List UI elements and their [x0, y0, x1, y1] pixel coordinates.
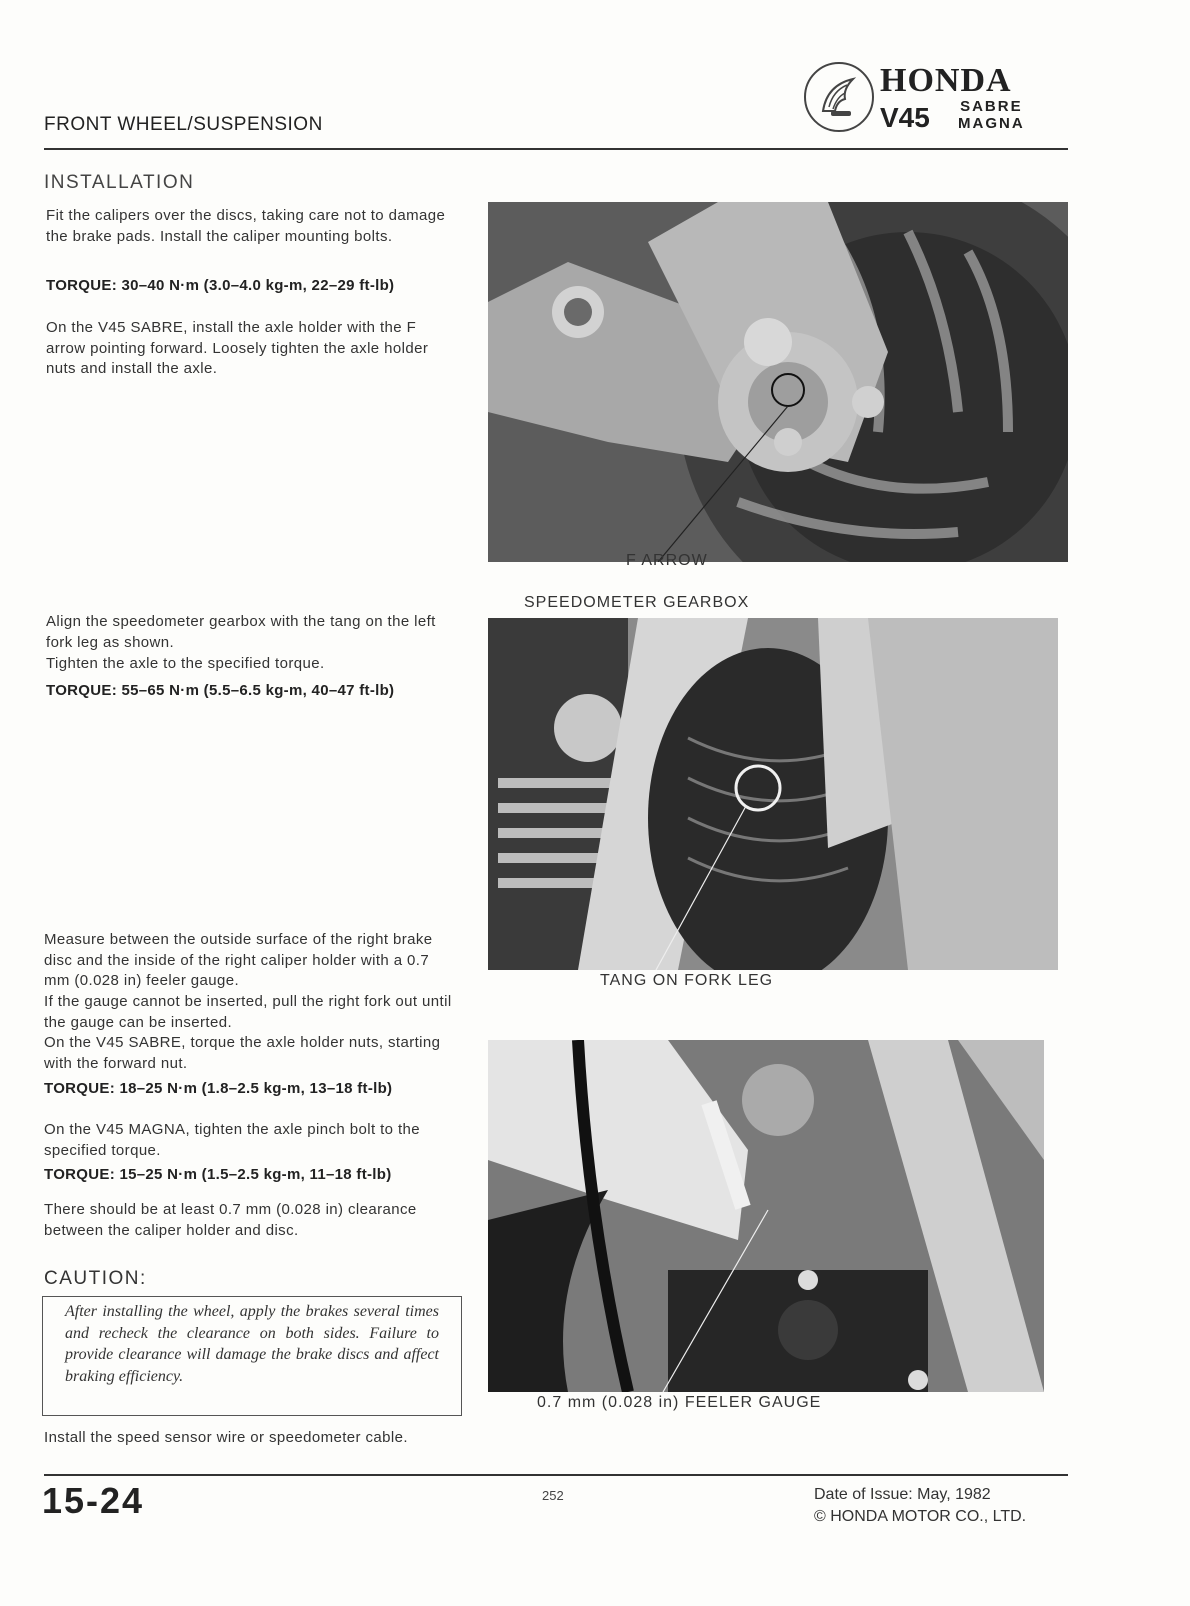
- photo-caliper-axle-holder: [488, 202, 1068, 562]
- photo-feeler-gauge: [488, 1040, 1044, 1392]
- paragraph-speedometer: Align the speedometer gearbox with the tang on the left fork leg as shown.: [46, 613, 436, 651]
- honda-wing-logo-icon: [804, 62, 874, 132]
- variant-magna: MAGNA: [958, 115, 1025, 132]
- caption-speedometer-gearbox: SPEEDOMETER GEARBOX: [524, 594, 750, 611]
- torque-spec-axle: TORQUE: 55–65 N·m (5.5–6.5 kg-m, 40–47 ft-lb): [46, 682, 395, 699]
- paragraph-clearance: There should be at least 0.7 mm (0.028 in) clearance between the caliper holder and disc.: [44, 1201, 417, 1239]
- page-number: 15-24: [42, 1480, 145, 1521]
- brand-name: HONDA: [880, 62, 1012, 99]
- torque-spec-pinch-bolt: TORQUE: 15–25 N·m (1.5–2.5 kg-m, 11–18 ft-lb): [44, 1166, 392, 1183]
- copyright: © HONDA MOTOR CO., LTD.: [814, 1508, 1027, 1525]
- paragraph-axle-holder: On the V45 SABRE, install the axle holder with the F arrow pointing forward. Loosely tighten the axle holder nuts and install the axle.: [46, 319, 429, 377]
- caution-text: After installing the wheel, apply the brakes several times and recheck the clearance on both sides. Failure to provide clearance will damage the brake discs and affect braking efficiency.: [65, 1303, 439, 1385]
- issue-date: Date of Issue: May, 1982: [814, 1486, 991, 1503]
- issue-info: [814, 1484, 1026, 1528]
- header-rule: [44, 148, 1068, 150]
- model-name: V45: [880, 102, 930, 133]
- paragraph-holder-nuts: On the V45 SABRE, torque the axle holder nuts, starting with the forward nut.: [44, 1034, 441, 1072]
- photo-speedometer-gearbox: [488, 618, 1058, 970]
- footer-rule: [44, 1474, 1068, 1476]
- paragraph-pinch-bolt: On the V45 MAGNA, tighten the axle pinch bolt to the specified torque.: [44, 1121, 421, 1159]
- variant-sabre: SABRE: [960, 98, 1023, 115]
- caution-box: [42, 1296, 462, 1416]
- caption-tang-fork-leg: TANG ON FORK LEG: [600, 972, 774, 989]
- paragraph-measure: Measure between the outside surface of the right brake disc and the inside of the right caliper holder with a 0.7 mm (0.028 in) feeler gauge.: [44, 931, 433, 989]
- caption-feeler-gauge: 0.7 mm (0.028 in) FEELER GAUGE: [537, 1394, 822, 1411]
- paragraph-gauge: If the gauge cannot be inserted, pull the right fork out until the gauge can be inserted.: [44, 993, 452, 1031]
- caption-f-arrow: F ARROW: [626, 552, 708, 569]
- paragraph-speed-sensor: Install the speed sensor wire or speedometer cable.: [44, 1429, 408, 1446]
- section-title: FRONT WHEEL/SUSPENSION: [44, 114, 323, 135]
- torque-spec-caliper: TORQUE: 30–40 N·m (3.0–4.0 kg-m, 22–29 ft-lb): [46, 277, 395, 294]
- paragraph-calipers: Fit the calipers over the discs, taking care not to damage the brake pads. Install the caliper mounting bolts.: [46, 207, 446, 245]
- model-variants: [958, 98, 1025, 132]
- paragraph-tighten-axle: Tighten the axle to the specified torque.: [46, 655, 325, 672]
- caution-heading: CAUTION:: [44, 1268, 147, 1289]
- installation-heading: INSTALLATION: [44, 172, 195, 193]
- torque-spec-holder-nuts: TORQUE: 18–25 N·m (1.8–2.5 kg-m, 13–18 ft-lb): [44, 1080, 393, 1097]
- sheet-number: 252: [542, 1488, 564, 1503]
